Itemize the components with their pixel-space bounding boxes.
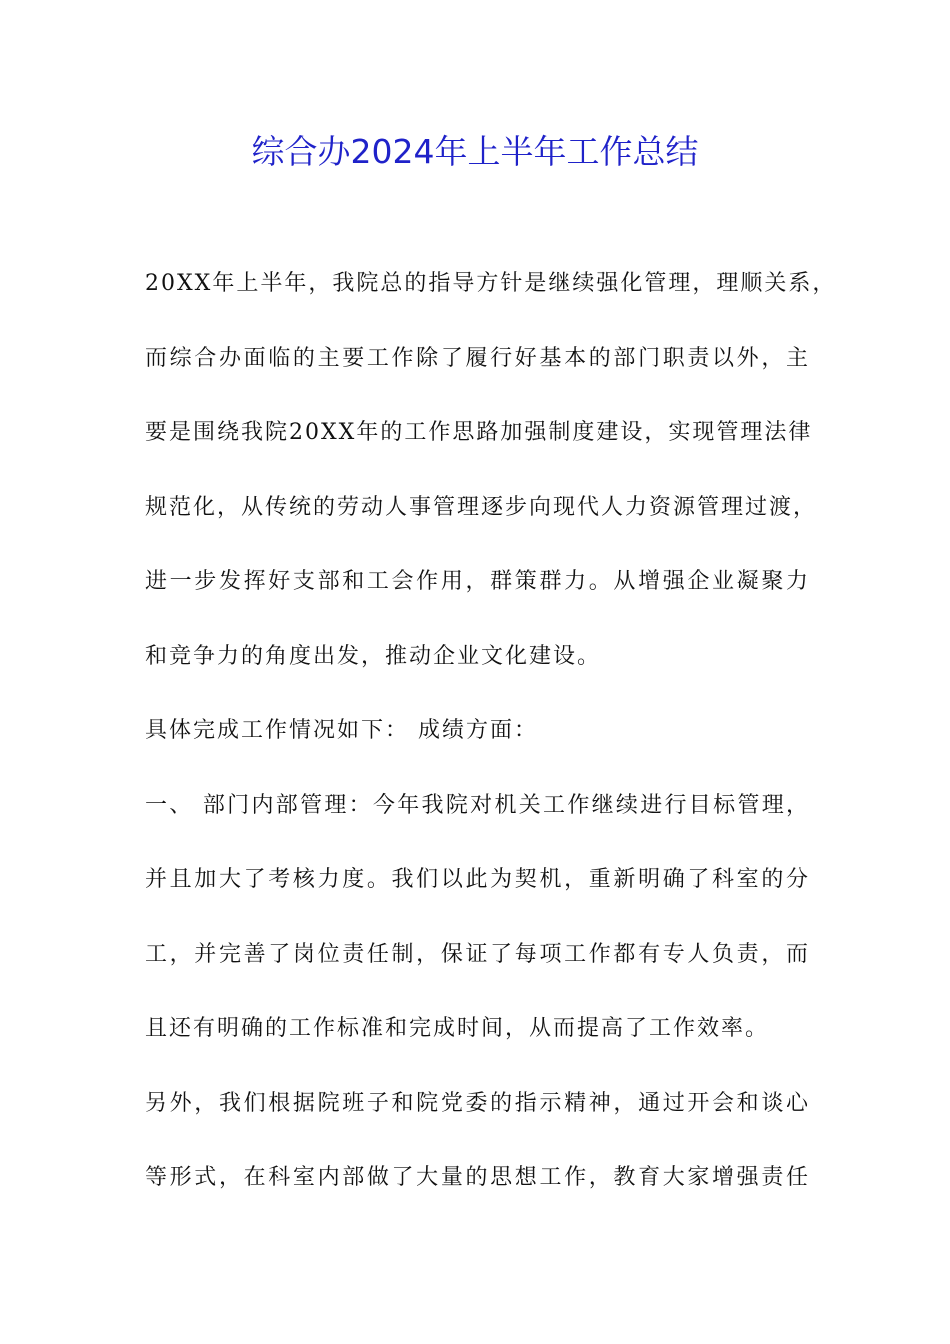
paragraph-line: 而综合办面临的主要工作除了履行好基本的部门职责以外，主 — [145, 345, 810, 371]
paragraph-line: 进一步发挥好支部和工会作用，群策群力。从增强企业凝聚力 — [145, 569, 810, 594]
paragraph-line: 和竞争力的角度出发，推动企业文化建设。 — [145, 643, 602, 669]
paragraph-line: 并且加大了考核力度。我们以此为契机，重新明确了科室的分 — [145, 867, 810, 892]
document-body — [145, 262, 837, 1231]
paragraph-line: 等形式，在科室内部做了大量的思想工作，教育大家增强责任 — [145, 1165, 810, 1190]
paragraph-line: 20XX年上半年，我院总的指导方针是继续强化管理，理顺关系， — [145, 271, 837, 296]
document-title: 综合办2024年上半年工作总结 — [251, 132, 699, 171]
paragraph-line: 具体完成工作情况如下： 成绩方面： — [145, 718, 538, 743]
paragraph-line: 规范化，从传统的劳动人事管理逐步向现代人力资源管理过渡， — [145, 494, 818, 520]
paragraph-line: 要是围绕我院20XX年的工作思路加强制度建设，实现管理法律 — [145, 420, 813, 445]
paragraph-line: 工，并完善了岗位责任制，保证了每项工作都有专人负责，而 — [145, 941, 810, 967]
paragraph-line: 且还有明确的工作标准和完成时间，从而提高了工作效率。 — [145, 1016, 770, 1041]
paragraph-line: 另外，我们根据院班子和院党委的指示精神，通过开会和谈心 — [145, 1090, 810, 1116]
paragraph-line: 一、 部门内部管理：今年我院对机关工作继续进行目标管理， — [145, 792, 810, 818]
